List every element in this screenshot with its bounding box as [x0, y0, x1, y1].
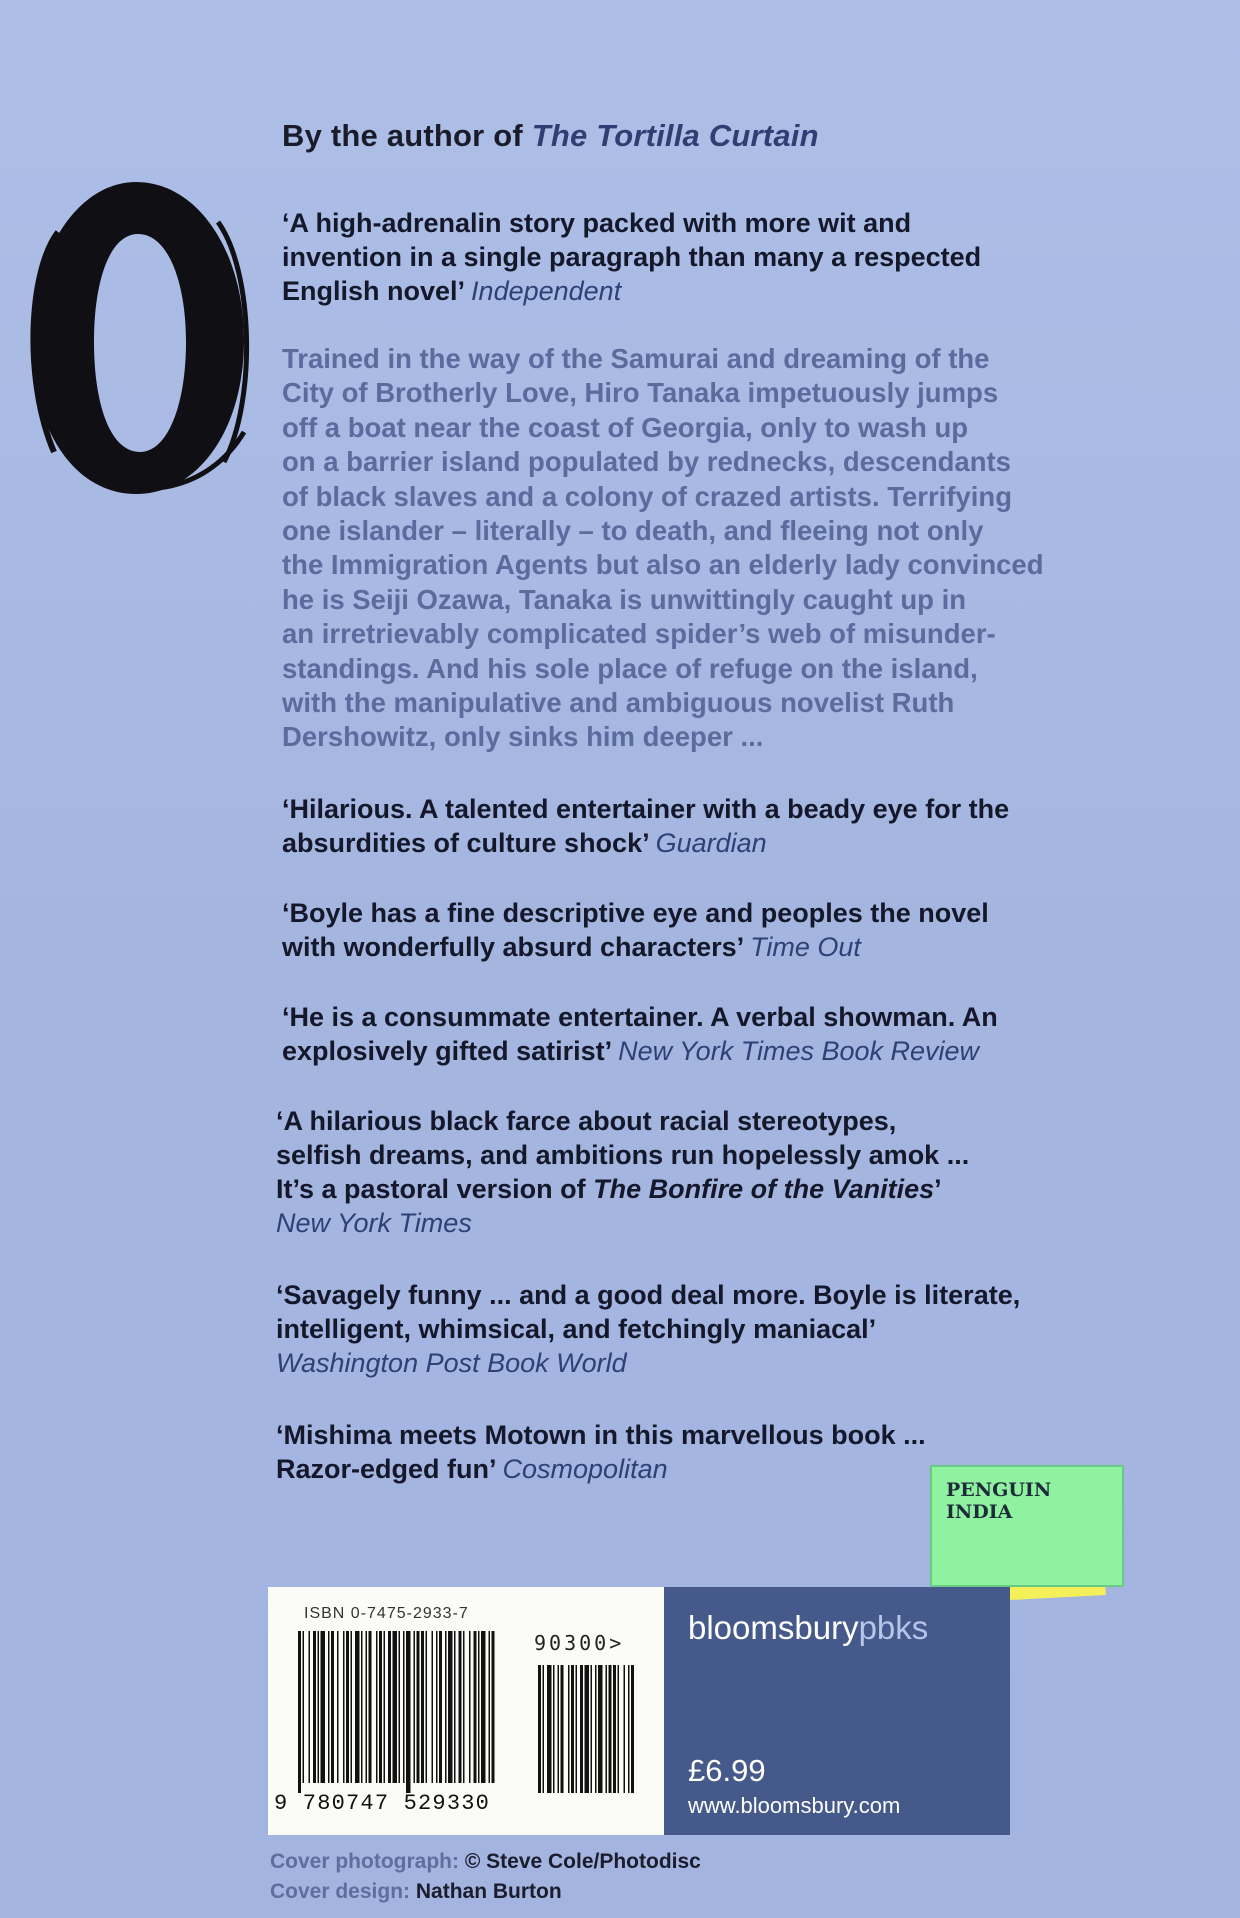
barcode-bar	[384, 1631, 386, 1783]
barcode-bar	[303, 1631, 305, 1783]
barcode-bar	[321, 1631, 326, 1783]
barcode-addon-bar	[628, 1665, 630, 1793]
barcode-bar	[388, 1631, 391, 1783]
quote-source: New York Times	[276, 1208, 472, 1238]
quote-line: ‘He is a consummate entertainer. A verbal showman. An	[282, 1002, 998, 1032]
barcode-bar	[309, 1631, 311, 1783]
barcode-bar	[459, 1631, 462, 1783]
barcode-bar	[489, 1631, 491, 1783]
barcode-bar	[414, 1631, 416, 1783]
barcode-bar	[355, 1631, 360, 1783]
quote-line: It’s a pastoral version of	[276, 1174, 594, 1204]
quote-line: ‘Savagely funny ... and a good deal more. Boyle is literate,	[276, 1280, 1021, 1310]
barcode-addon-bar	[609, 1665, 612, 1793]
price-sticker	[930, 1465, 1130, 1600]
quote-independent	[282, 206, 1182, 308]
barcode	[298, 1631, 638, 1793]
quote-line: selfish dreams, and ambitions run hopelessly amok ...	[276, 1140, 970, 1170]
quote-source: Time Out	[750, 932, 861, 962]
quote-line: ‘Hilarious. A talented entertainer with a beady eye for the	[282, 794, 1010, 824]
barcode-bar	[436, 1631, 438, 1783]
green-sticker	[930, 1465, 1124, 1587]
barcode-bar	[474, 1631, 477, 1783]
quote-line: ‘Boyle has a fine descriptive eye and peoples the novel	[282, 898, 989, 928]
blurb-line: standings. And his sole place of refuge on the island,	[282, 652, 978, 684]
barcode-addon-bar	[538, 1665, 541, 1793]
heading-book-title: The Tortilla Curtain	[531, 118, 819, 153]
publisher-block	[664, 1587, 1010, 1835]
barcode-bar	[426, 1631, 428, 1783]
barcode-bar	[379, 1631, 382, 1783]
quote-line: with wonderfully absurd characters’	[282, 932, 751, 962]
barcode-bar	[369, 1631, 372, 1783]
barcode-bar	[346, 1631, 349, 1783]
quote-new-york-times	[276, 1104, 1176, 1240]
blurb-line: he is Seiji Ozawa, Tanaka is unwittingly caught up in	[282, 583, 967, 615]
barcode-bar	[469, 1631, 471, 1783]
quote-source: Cosmopolitan	[502, 1454, 668, 1484]
barcode-bar	[432, 1631, 434, 1783]
blurb-line: off a boat near the coast of Georgia, only to wash up	[282, 411, 969, 443]
barcode-addon-bar	[571, 1665, 574, 1793]
blurb-line: City of Brotherly Love, Hiro Tanaka impetuously jumps	[282, 377, 999, 409]
barcode-bar	[492, 1631, 495, 1783]
barcode-addon-bar	[553, 1665, 555, 1793]
barcode-bar	[403, 1631, 405, 1783]
barcode-addon-bar	[624, 1665, 626, 1793]
quote-source: Independent	[471, 276, 622, 306]
barcode-addon-bar	[580, 1665, 583, 1793]
barcode-addon-bar	[585, 1665, 590, 1793]
credit-design	[270, 1880, 562, 1904]
quote-nyt-book-review	[282, 1000, 1182, 1068]
barcode-bar	[439, 1631, 442, 1783]
barcode-bar	[361, 1631, 363, 1783]
barcode-bar	[337, 1631, 339, 1783]
barcode-bar	[406, 1631, 411, 1793]
quote-line: intelligent, whimsical, and fetchingly maniacal’	[276, 1314, 877, 1344]
sticker-label: PENGUIN INDIA	[946, 1479, 1052, 1523]
blurb-line: an irretrievably complicated spider’s web of misunder-	[282, 618, 996, 650]
barcode-bar	[478, 1631, 480, 1783]
barcode-panel	[268, 1587, 664, 1835]
quote-line: Razor-edged fun’	[276, 1454, 503, 1484]
barcode-bar	[448, 1631, 453, 1783]
barcode-addon-number: 90300>	[534, 1631, 625, 1655]
publisher-url: www.bloomsbury.com	[688, 1793, 901, 1818]
barcode-addon-bar	[631, 1665, 634, 1793]
barcode-addon-bar	[598, 1665, 603, 1793]
blurb-line: one islander – literally – to death, and fleeing not only	[282, 515, 984, 547]
barcode-bar	[417, 1631, 420, 1783]
publisher-name: bloomsbury	[688, 1609, 859, 1646]
barcode-bar	[445, 1631, 447, 1783]
blurb-line: the Immigration Agents but also an elderly lady convinced	[282, 549, 1044, 581]
publisher-logo	[688, 1609, 928, 1647]
quote-line: absurdities of culture shock’	[282, 828, 656, 858]
credit-label: Cover photograph:	[270, 1850, 465, 1873]
barcode-addon-bar	[606, 1665, 608, 1793]
barcode-addon-bar	[618, 1665, 620, 1793]
barcode-addon-bar	[543, 1665, 545, 1793]
blurb-line: Trained in the way of the Samurai and dreaming of the	[282, 343, 990, 374]
quote-line: explosively gifted satirist’	[282, 1036, 619, 1066]
barcode-bar	[421, 1631, 424, 1783]
price: £6.99	[688, 1753, 766, 1788]
barcode-addon-bar	[561, 1665, 564, 1793]
barcode-bar	[376, 1631, 378, 1783]
barcode-bar	[343, 1631, 345, 1783]
barcode-bar	[463, 1631, 465, 1783]
barcode-addon-bar	[558, 1665, 560, 1793]
quote-line: ‘A hilarious black farce about racial stereotypes,	[276, 1106, 897, 1136]
quote-line: ‘Mishima meets Motown in this marvellous book ...	[276, 1420, 926, 1450]
quote-source: Washington Post Book World	[276, 1348, 627, 1378]
heading-author-line	[282, 118, 819, 154]
quote-line: invention in a single paragraph than many a respected	[282, 242, 982, 272]
publisher-imprint: pbks	[858, 1609, 929, 1646]
credit-value: © Steve Cole/Photodisc	[464, 1850, 701, 1873]
ean-number: 9 780747 529330	[274, 1791, 491, 1816]
brushstroke-o-logo	[18, 172, 258, 502]
quote-source: New York Times Book Review	[618, 1036, 980, 1066]
barcode-bar	[481, 1631, 486, 1783]
barcode-addon-bar	[595, 1665, 597, 1793]
quote-book-title: The Bonfire of the Vanities	[593, 1174, 935, 1204]
barcode-bar	[328, 1631, 330, 1783]
blurb-line: with the manipulative and ambiguous novelist Ruth	[282, 687, 955, 719]
barcode-bar	[399, 1631, 401, 1783]
barcode-addon-bar	[568, 1665, 570, 1793]
quote-line: ’	[934, 1174, 942, 1204]
barcode-addon-bar	[547, 1665, 552, 1793]
quote-line: English novel’	[282, 276, 472, 306]
credit-photograph	[270, 1850, 701, 1874]
credit-label: Cover design:	[270, 1880, 416, 1903]
blurb-line: on a barrier island populated by rednecks, descendants	[282, 446, 1011, 478]
synopsis-blurb	[282, 342, 1182, 755]
quote-line: ‘A high-adrenalin story packed with more wit and	[282, 208, 912, 238]
heading-prefix: By the author of	[282, 118, 532, 153]
credit-value: Nathan Burton	[415, 1880, 562, 1903]
blurb-line: of black slaves and a colony of crazed artists. Terrifying	[282, 480, 1013, 512]
barcode-bar	[393, 1631, 398, 1783]
barcode-addon-bar	[576, 1665, 578, 1793]
barcode-addon-bar	[613, 1665, 616, 1793]
barcode-bar	[318, 1631, 320, 1783]
barcode-bar	[331, 1631, 334, 1783]
barcode-bar	[313, 1631, 316, 1783]
barcode-bar	[298, 1631, 301, 1793]
barcode-addon-bar	[591, 1665, 593, 1793]
quote-source: Guardian	[655, 828, 767, 858]
barcode-bar	[351, 1631, 353, 1783]
quote-guardian	[282, 792, 1182, 860]
quote-time-out	[282, 896, 1182, 964]
isbn-text: ISBN 0-7475-2933-7	[304, 1605, 469, 1622]
barcode-bar	[454, 1631, 456, 1783]
quote-washington-post	[276, 1278, 1176, 1380]
barcode-bar	[366, 1631, 368, 1783]
blurb-line: Dershowitz, only sinks him deeper ...	[282, 721, 764, 753]
